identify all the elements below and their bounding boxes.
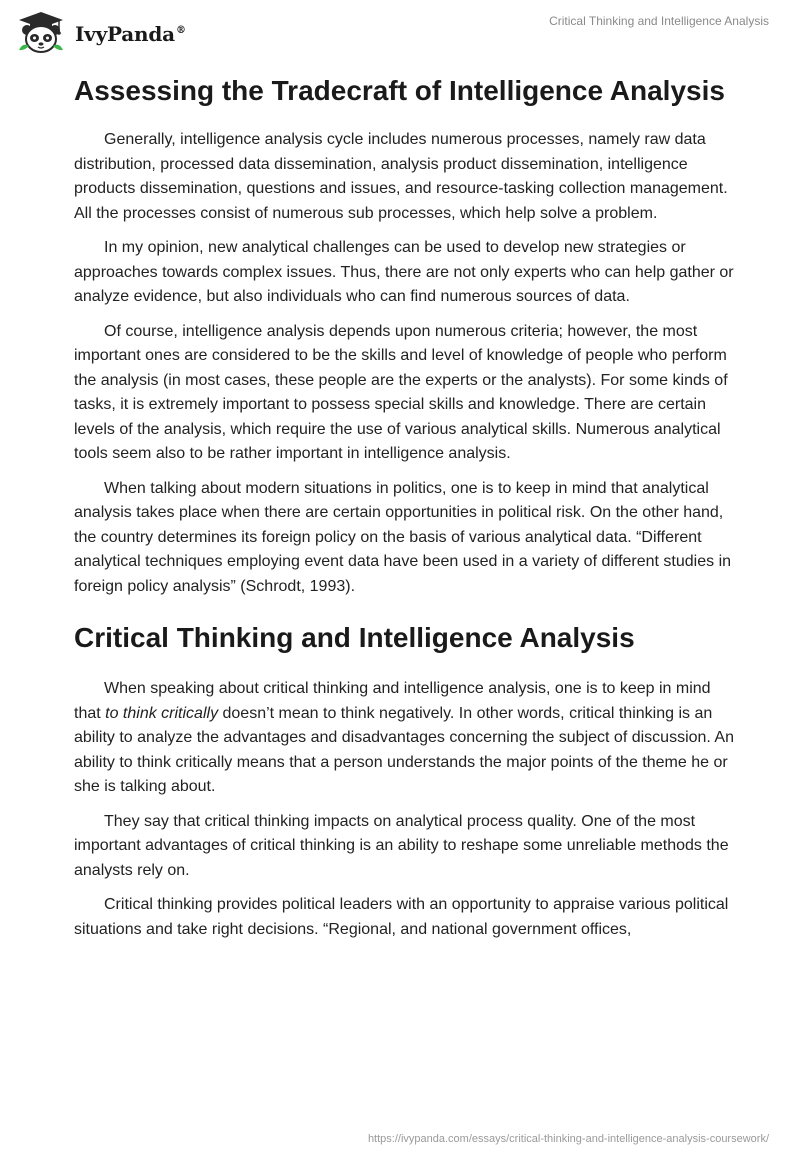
paragraph [74,677,734,800]
paragraph: Critical thinking provides political leaders with an opportunity to appraise various political situations and take right decisions. “Regional, and national government offices, [74,896,729,938]
paragraph: Of course, intelligence analysis depends upon numerous criteria; however, the most important ones are considered to be the skills and level of knowledge of people who perform the analysis (in most cases, these people are the experts or the analysts). For some kinds of tasks, it is extremely important to possess special skills and knowledge. There are certain levels of the analysis, which require the use of various analytical skills. Numerous analytical tools seem also to be rather important in intelligence analysis. [74,322,728,462]
emphasized-text: to think critically [105,704,219,722]
essay-content [74,72,734,952]
registered-mark: ® [175,25,186,37]
page-header [0,0,800,62]
document-title: Critical Thinking and Intelligence Analysis [549,14,769,28]
source-url[interactable]: https://ivypanda.com/essays/critical-thinking-and-intelligence-analysis-coursework/ [367,1133,769,1145]
section-heading: Critical Thinking and Intelligence Analysis [74,622,635,653]
paragraph: Generally, intelligence analysis cycle includes numerous processes, namely raw data distribution, processed data dissemination, analysis product dissemination, intelligence products dissemination, questions and issues, and resource-tasking collection management. All the processes consist of numerous sub processes, which help solve a problem. [74,131,728,222]
logo-text: IvyPanda® [75,22,186,46]
paragraph-text: doesn’t mean to think negatively. In other words, critical thinking is an ability to analyze the advantages and disadvantages concerning the subject of discussion. An ability to think critically means that a person understands the major points of the theme he or she is talking about. [74,704,734,795]
paragraph-text: When speaking about critical thinking and intelligence analysis, one is to keep in mind that [74,680,711,722]
paragraph: They say that critical thinking impacts on analytical process quality. One of the most important advantages of critical thinking is an ability to reshape some unreliable methods the analysts rely on. [74,812,729,879]
panda-graduation-cap-icon [15,10,67,54]
ivypanda-logo[interactable] [15,10,186,54]
paragraph: In my opinion, new analytical challenges can be used to develop new strategies or approaches towards complex issues. Thus, there are not only experts who can help gather or analyze evidence, but also individuals who can find numerous sources of data. [74,239,734,305]
section-heading: Assessing the Tradecraft of Intelligence Analysis [74,75,725,106]
paragraph: When talking about modern situations in politics, one is to keep in mind that analytical analysis takes place when there are certain opportunities in political risk. On the other hand, the country determines its foreign policy on the basis of various analytical data. “Different analytical techniques employing event data have been used in a variety of different studies in foreign policy analysis” (Schrodt, 1993). [74,479,732,595]
